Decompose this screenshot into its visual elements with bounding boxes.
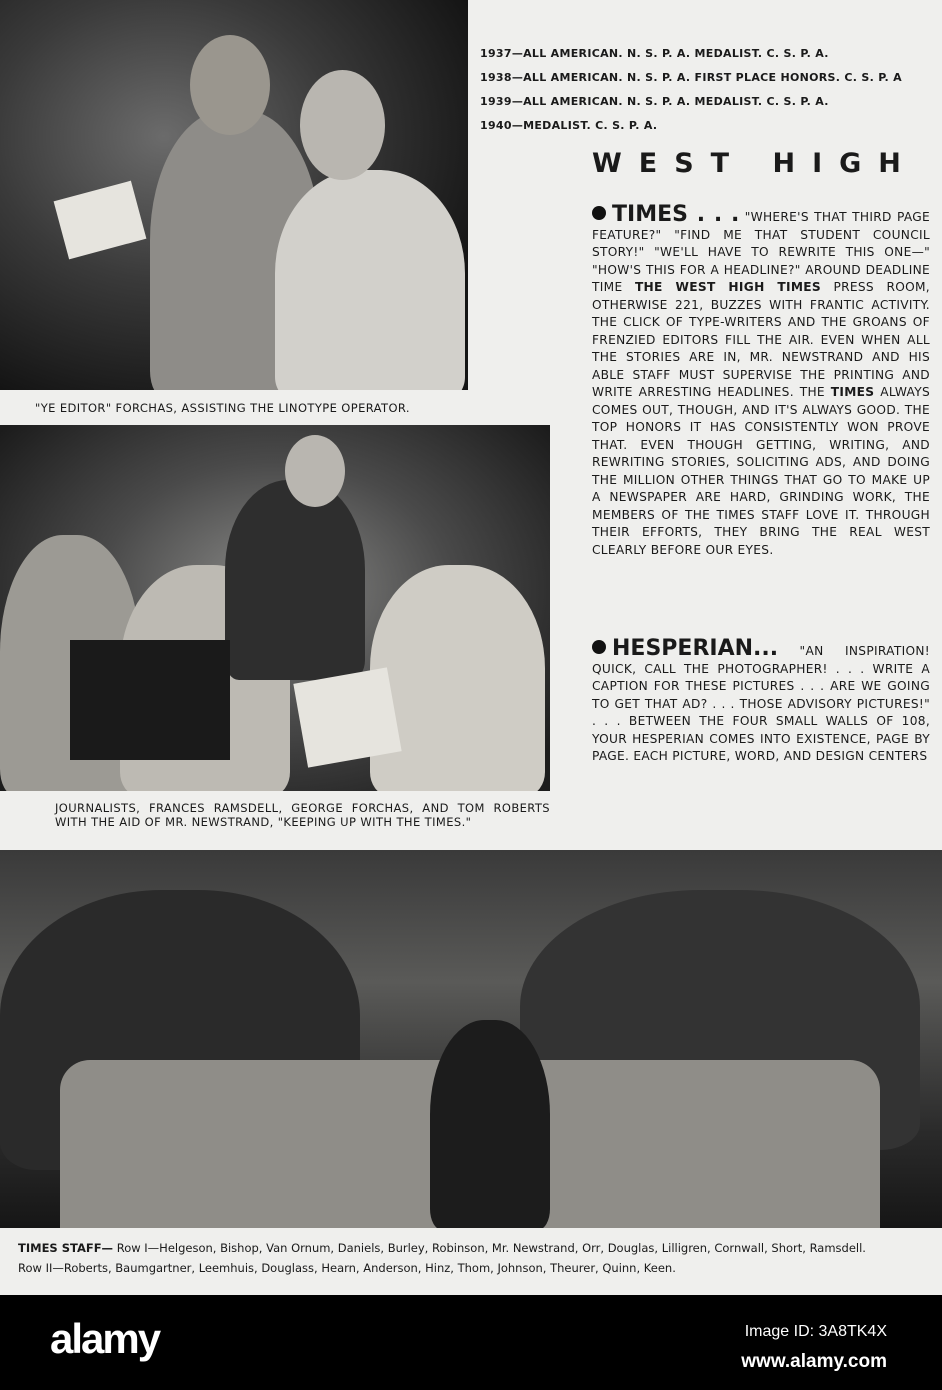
caption-photo1: "YE EDITOR" FORCHAS, ASSISTING THE LINOTYPE OPERATOR. <box>35 401 410 415</box>
bullet-icon <box>592 640 606 654</box>
times-heading: TIMES . . . <box>612 202 740 227</box>
hesperian-heading: HESPERIAN... <box>612 636 779 661</box>
awards-list <box>480 42 902 138</box>
figure-operator <box>275 170 465 390</box>
figure-roberts <box>225 480 365 680</box>
caption-staff <box>18 1238 933 1278</box>
head-editor <box>190 35 270 135</box>
page-title: WEST HIGH <box>592 148 918 179</box>
staff-row2: Row II—Roberts, Baumgartner, Leemhuis, Douglass, Hearn, Anderson, Hinz, Thom, Johnson, Theurer, Quinn, Keen. <box>18 1261 676 1275</box>
caption-photo2: JOURNALISTS, FRANCES RAMSDELL, GEORGE FORCHAS, AND TOM ROBERTS WITH THE AID OF MR. NEWSTRAND, "KEEPING UP WITH THE TIMES." <box>55 801 550 829</box>
photo-journalists <box>0 425 550 791</box>
award-1939: 1939—ALL AMERICAN. N. S. P. A. MEDALIST. C. S. P. A. <box>480 95 829 108</box>
watermark-band <box>0 1295 942 1390</box>
image-info <box>741 1317 887 1377</box>
figure-newstrand <box>370 565 545 791</box>
award-1940: 1940—MEDALIST. C. S. P. A. <box>480 119 658 132</box>
photo-times-staff <box>0 850 942 1228</box>
photo-linotype-operator <box>0 0 468 390</box>
head-operator <box>300 70 385 180</box>
head-roberts <box>285 435 345 507</box>
paper <box>54 181 147 260</box>
hesperian-paragraph: HESPERIAN... "AN INSPIRATION! QUICK, CALL THE PHOTOGRAPHER! . . . WRITE A CAPTION FOR THESE PICTURES . . . ARE WE GOING TO GET THAT AD? . . . THOSE ADVISORY PICTURES!" . . . BETWEEN THE FOUR SMALL WALLS OF 108, YOUR HESPERIAN COMES INTO EXISTENCE, PAGE BY PAGE. EACH PICTURE, WORD, AND DESIGN CENTERS <box>592 636 930 763</box>
image-id: Image ID: 3A8TK4X <box>744 1323 887 1340</box>
watermark-url: www.alamy.com <box>741 1351 887 1372</box>
staff-row1: Row I—Helgeson, Bishop, Van Ornum, Daniels, Burley, Robinson, Mr. Newstrand, Orr, Douglas, Lilligren, Cornwall, Short, Ramsdell. <box>113 1241 866 1255</box>
times-paragraph: TIMES . . . "WHERE'S THAT THIRD PAGE FEATURE?" "FIND ME THAT STUDENT COUNCIL STORY!" "WE'LL HAVE TO REWRITE THIS ONE—" "HOW'S THIS FOR A HEADLINE?" AROUND DEADLINE TIME THE WEST HIGH TIMES PRESS ROOM, OTHERWISE 221, BUZZES WITH FRANTIC ACTIVITY. THE CLICK OF TYPE-WRITERS AND THE GROANS OF FRENZIED EDITORS FILL THE AIR. EVEN WHEN ALL THE STORIES ARE IN, MR. NEWSTRAND AND HIS ABLE STAFF MUST SUPERVISE THE PRINTING AND WRITE ARRESTING HEADLINES. THE TIMES ALWAYS COMES OUT, THOUGH, AND IT'S ALWAYS GOOD. THE TOP HONORS IT HAS CONSISTENTLY WON PROVE THAT. EVEN THOUGH GETTING, WRITING, AND REWRITING STORIES, SOLICITING ADS, AND DOING THE MILLION OTHER THINGS THAT GO TO MAKE UP A NEWSPAPER ARE HARD, GRINDING WORK, THE MEMBERS OF THE TIMES STAFF LOVE IT. THROUGH THEIR EFFORTS, THEY BRING THE REAL WEST CLEARLY BEFORE OUR EYES. <box>592 202 931 557</box>
paper <box>293 667 401 767</box>
bullet-icon <box>592 206 606 220</box>
award-1937: 1937—ALL AMERICAN. N. S. P. A. MEDALIST. C. S. P. A. <box>480 47 829 60</box>
alamy-logo: alamy <box>50 1315 160 1362</box>
staff-label: TIMES STAFF— <box>18 1241 114 1255</box>
figure-newstrand <box>430 1020 550 1228</box>
award-1938: 1938—ALL AMERICAN. N. S. P. A. FIRST PLACE HONORS. C. S. P. A <box>480 71 902 84</box>
typewriter <box>70 640 230 760</box>
